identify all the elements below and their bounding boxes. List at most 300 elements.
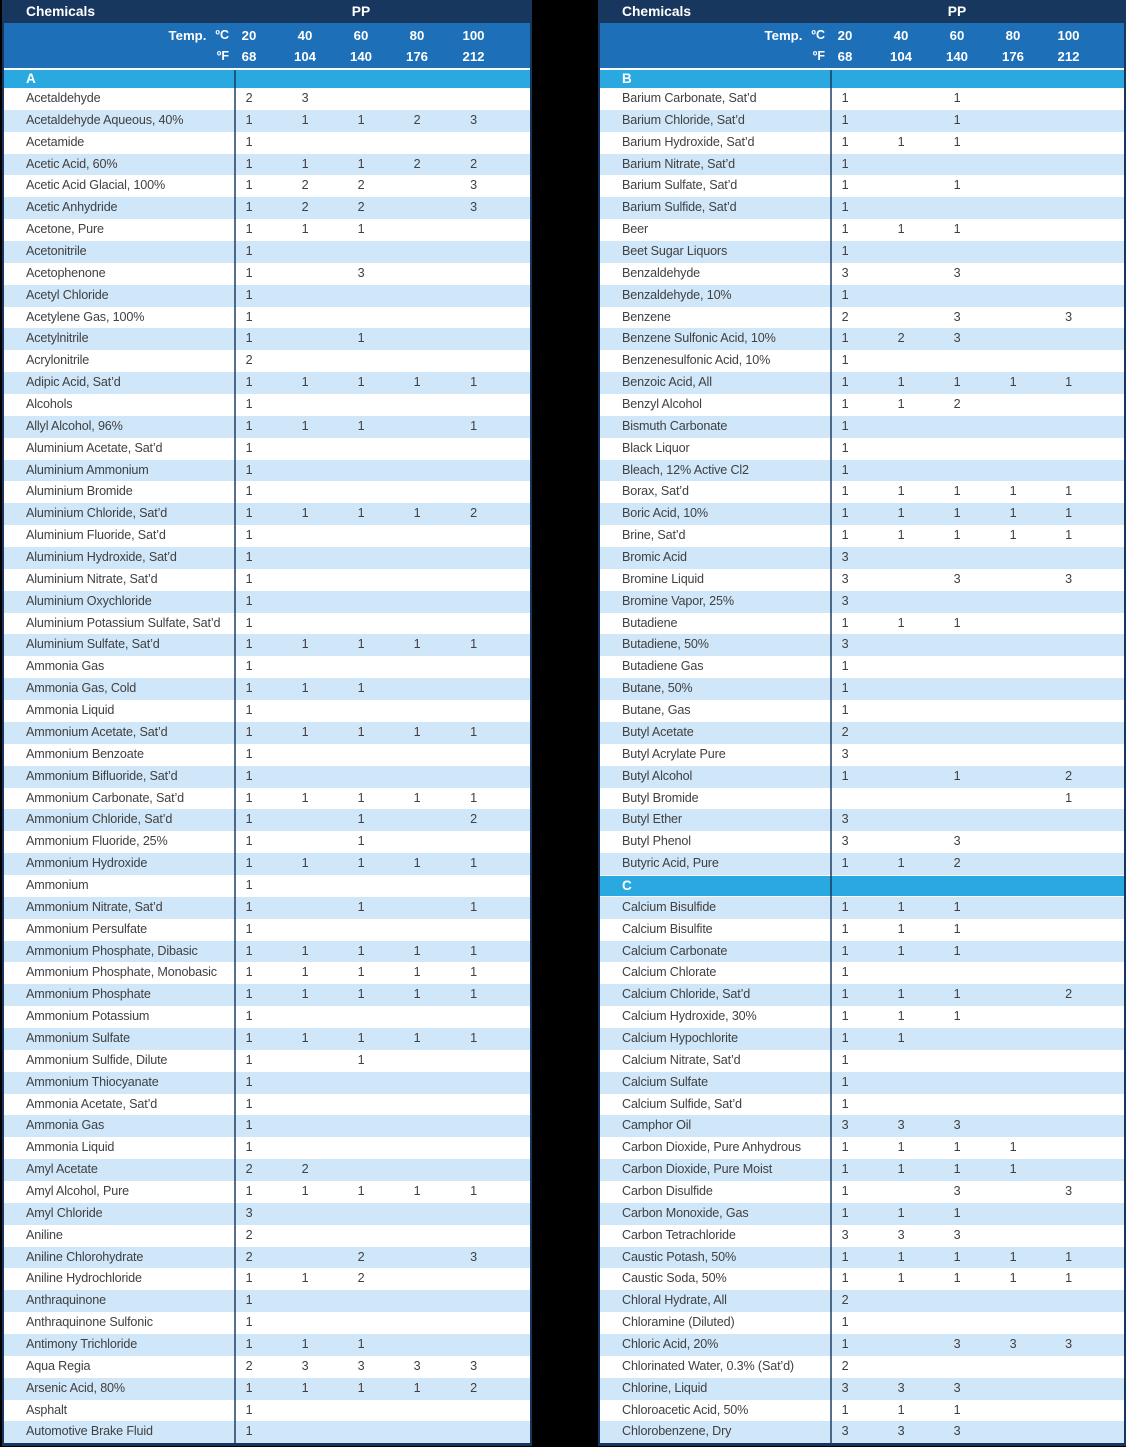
rating-cell [998, 241, 1054, 263]
rating-cell: 1 [245, 1271, 253, 1286]
celsius-value: 100 [1057, 28, 1080, 43]
rating-cell: 1 [897, 899, 905, 914]
rating-cell: 1 [841, 615, 849, 630]
rating-cell [402, 416, 458, 438]
table-row [4, 1356, 530, 1378]
rating-cell [942, 416, 998, 438]
rating-cell: 1 [953, 921, 961, 936]
table-row [4, 656, 530, 678]
fahrenheit-value: 140 [349, 49, 372, 64]
rating-cell [1054, 853, 1124, 875]
rating-cell: 3 [301, 1358, 309, 1373]
rating-cell: 1 [897, 1402, 905, 1417]
rating-cell [1054, 831, 1124, 853]
rating-cell [998, 547, 1054, 569]
rating-cell: 1 [841, 921, 849, 936]
rating-cell: 3 [953, 571, 961, 586]
rating-cell [290, 1312, 346, 1334]
table-row [4, 1094, 530, 1116]
rating-cell [290, 1072, 346, 1094]
table-row [600, 1225, 1124, 1247]
rating-cell: 1 [841, 287, 849, 302]
rating-cell: 1 [953, 112, 961, 127]
celsius-value: 80 [409, 28, 425, 43]
chemical-name: Calcium Bisulfide [622, 899, 717, 914]
table-row [600, 1290, 1124, 1312]
rating-cell [402, 438, 458, 460]
rating-cell: 1 [413, 965, 421, 980]
chemical-name: Asphalt [26, 1402, 67, 1417]
rating-cell [346, 88, 402, 110]
rating-cell: 1 [841, 244, 849, 259]
rating-cell: 3 [245, 1205, 253, 1220]
chemical-name: Aluminium Hydroxide, Sat’d [26, 550, 177, 565]
rating-cell: 1 [897, 1140, 905, 1155]
table-row [4, 394, 530, 416]
rating-cell [290, 613, 346, 635]
rating-cell [402, 766, 458, 788]
table-row [600, 1378, 1124, 1400]
rating-cell [942, 460, 998, 482]
chemical-name: Benzoic Acid, All [622, 375, 712, 390]
table-gap [532, 0, 598, 1446]
rating-cell [886, 416, 942, 438]
rating-cell [290, 132, 346, 154]
chemical-name: Aniline Chlorohydrate [26, 1249, 144, 1264]
rating-cell: 2 [245, 1358, 253, 1373]
rating-cell [402, 1115, 458, 1137]
rating-cell [1054, 1290, 1124, 1312]
table-row [600, 678, 1124, 700]
chemical-name: Chlorinated Water, 0.3% (Sat’d) [622, 1358, 794, 1373]
rating-cell: 1 [841, 418, 849, 433]
table-row [600, 547, 1124, 569]
rating-cell [458, 875, 530, 897]
table-row [4, 591, 530, 613]
rating-cell [290, 700, 346, 722]
fahrenheit-value: 176 [1001, 49, 1024, 64]
table-row [4, 1290, 530, 1312]
rating-cell: 1 [301, 856, 309, 871]
chemical-name: Acetylnitrile [26, 331, 89, 346]
rating-cell [998, 613, 1054, 635]
rating-cell [458, 766, 530, 788]
table-row [600, 241, 1124, 263]
rating-cell: 1 [841, 178, 849, 193]
rating-cell [402, 175, 458, 197]
chemical-name: Aluminium Oxychloride [26, 593, 152, 608]
chemical-name: Ammonia Liquid [26, 1140, 115, 1155]
fahrenheit-label: ºF [216, 49, 229, 63]
rating-cell: 1 [301, 506, 309, 521]
chemical-name: Chloric Acid, 20% [622, 1336, 719, 1351]
rating-cell: 3 [953, 834, 961, 849]
rating-cell: 1 [245, 1424, 253, 1439]
chemical-name: Acetaldehyde Aqueous, 40% [26, 112, 184, 127]
temperature-header [600, 23, 1124, 68]
temp-label: Temp. [764, 28, 803, 43]
rating-cell [886, 197, 942, 219]
rating-cell: 1 [245, 418, 253, 433]
rating-cell [290, 547, 346, 569]
rating-cell [998, 154, 1054, 176]
rating-cell: 1 [357, 681, 365, 696]
rating-cell [886, 1356, 942, 1378]
chemical-name: Butyric Acid, Pure [622, 856, 719, 871]
rating-cell [402, 547, 458, 569]
rating-cell: 1 [1065, 506, 1072, 521]
rating-cell [402, 1072, 458, 1094]
rating-cell [998, 263, 1054, 285]
table-row [600, 700, 1124, 722]
rating-cell: 1 [245, 309, 253, 324]
table-row [4, 525, 530, 547]
rating-cell [458, 1094, 530, 1116]
table-row [4, 1203, 530, 1225]
rating-cell: 3 [841, 550, 849, 565]
chemical-name: Aluminium Bromide [26, 484, 133, 499]
chemical-name: Butadiene, 50% [622, 637, 709, 652]
rating-cell: 1 [1009, 1140, 1017, 1155]
chemical-name: Bleach, 12% Active Cl2 [622, 462, 749, 477]
rating-cell [886, 1181, 942, 1203]
rating-cell [1054, 1356, 1124, 1378]
rating-cell: 3 [413, 1358, 421, 1373]
rating-cell: 1 [841, 1052, 849, 1067]
rating-cell: 1 [897, 397, 905, 412]
rating-cell [402, 307, 458, 329]
rating-cell [346, 1203, 402, 1225]
table-row [600, 766, 1124, 788]
table-body [4, 70, 530, 1443]
rating-cell: 2 [470, 1380, 477, 1395]
rating-cell: 1 [841, 397, 849, 412]
table-row [4, 1268, 530, 1290]
rating-cell [1054, 744, 1124, 766]
table-row [4, 722, 530, 744]
chemical-name: Barium Sulfate, Sat’d [622, 178, 738, 193]
table-row [600, 416, 1124, 438]
chemical-name: Benzyl Alcohol [622, 397, 702, 412]
rating-cell: 1 [841, 528, 849, 543]
rating-cell [998, 1028, 1054, 1050]
rating-cell [458, 831, 530, 853]
rating-cell [998, 722, 1054, 744]
rating-cell: 1 [897, 506, 905, 521]
celsius-value: 80 [1005, 28, 1021, 43]
rating-cell: 3 [953, 1380, 961, 1395]
rating-cell: 2 [357, 200, 365, 215]
rating-cell [346, 1225, 402, 1247]
rating-cell: 1 [897, 1162, 905, 1177]
rating-cell: 1 [357, 965, 365, 980]
rating-cell [402, 1006, 458, 1028]
table-row [600, 285, 1124, 307]
table-row [4, 941, 530, 963]
rating-cell [1054, 1072, 1124, 1094]
rating-cell: 1 [245, 987, 253, 1002]
rating-cell [290, 1290, 346, 1312]
rating-cell [290, 1050, 346, 1072]
rating-cell [998, 219, 1054, 241]
rating-cell: 2 [470, 506, 477, 521]
chemical-name: Barium Hydroxide, Sat’d [622, 134, 755, 149]
rating-cell [402, 525, 458, 547]
rating-cell: 1 [841, 1030, 849, 1045]
rating-cell: 1 [357, 943, 365, 958]
rating-cell [402, 1268, 458, 1290]
rating-cell [458, 328, 530, 350]
rating-cell: 1 [245, 724, 253, 739]
table-row [600, 1247, 1124, 1269]
chemical-name: Carbon Disulfide [622, 1183, 713, 1198]
rating-cell: 1 [470, 637, 477, 652]
chemical-name: Butyl Acetate [622, 724, 694, 739]
rating-cell [458, 700, 530, 722]
rating-cell [402, 394, 458, 416]
table-row [600, 1028, 1124, 1050]
rating-cell: 1 [1065, 484, 1072, 499]
rating-cell [1054, 809, 1124, 831]
table-row [4, 700, 530, 722]
table-row [4, 853, 530, 875]
table-row [600, 88, 1124, 110]
rating-cell: 3 [953, 1336, 961, 1351]
rating-cell: 2 [245, 1162, 253, 1177]
chemical-name: Amyl Chloride [26, 1205, 103, 1220]
chemical-name: Calcium Bisulfite [622, 921, 713, 936]
rating-cell [402, 656, 458, 678]
chemical-name: Amyl Acetate [26, 1162, 98, 1177]
rating-cell [402, 809, 458, 831]
rating-cell: 1 [841, 659, 849, 674]
rating-cell [1054, 700, 1124, 722]
rating-cell [886, 285, 942, 307]
chemical-name: Aluminium Potassium Sulfate, Sat’d [26, 615, 221, 630]
rating-cell: 3 [841, 812, 849, 827]
rating-cell: 1 [413, 637, 421, 652]
rating-cell [886, 700, 942, 722]
table-row [600, 1181, 1124, 1203]
chemical-name: Carbon Tetrachloride [622, 1227, 736, 1242]
rating-cell: 1 [841, 1315, 849, 1330]
rating-cell [998, 1421, 1054, 1443]
rating-cell: 3 [1009, 1336, 1017, 1351]
table-row [600, 1072, 1124, 1094]
rating-cell [290, 569, 346, 591]
celsius-value: 40 [297, 28, 313, 43]
chemical-name: Benzene [622, 309, 671, 324]
rating-cell: 1 [841, 943, 849, 958]
rating-cell [998, 110, 1054, 132]
table-body [600, 70, 1124, 1443]
rating-cell: 2 [1065, 987, 1072, 1002]
table-row [4, 219, 530, 241]
rating-cell: 1 [470, 1183, 477, 1198]
rating-cell [402, 132, 458, 154]
table-row [4, 481, 530, 503]
rating-cell [1054, 656, 1124, 678]
rating-cell [290, 1006, 346, 1028]
chemical-name: Aniline Hydrochloride [26, 1271, 142, 1286]
fahrenheit-label: ºF [812, 49, 825, 63]
fahrenheit-value: 176 [405, 49, 428, 64]
rating-cell: 1 [245, 156, 253, 171]
temp-label: Temp. [168, 28, 207, 43]
rating-cell: 3 [841, 746, 849, 761]
rating-cell [346, 394, 402, 416]
rating-cell [402, 1334, 458, 1356]
rating-cell: 1 [841, 331, 849, 346]
rating-cell [886, 547, 942, 569]
table-row [4, 88, 530, 110]
rating-cell [886, 110, 942, 132]
rating-cell: 1 [301, 943, 309, 958]
rating-cell [290, 241, 346, 263]
rating-cell: 2 [245, 1249, 253, 1264]
rating-cell [998, 919, 1054, 941]
rating-cell: 3 [897, 1118, 905, 1133]
rating-cell [942, 547, 998, 569]
chemical-name: Ammonium Thiocyanate [26, 1074, 159, 1089]
rating-cell: 1 [301, 222, 309, 237]
rating-cell [998, 132, 1054, 154]
chemical-name: Beer [622, 222, 649, 237]
rating-cell [942, 1028, 998, 1050]
rating-cell [998, 1225, 1054, 1247]
rating-cell: 1 [245, 1402, 253, 1417]
table-row [4, 744, 530, 766]
rating-cell [998, 1356, 1054, 1378]
rating-cell [402, 591, 458, 613]
rating-cell [1054, 1115, 1124, 1137]
chemical-name: Ammonium Phosphate, Dibasic [26, 943, 198, 958]
chemical-name: Ammonium Persulfate [26, 921, 148, 936]
rating-cell: 1 [245, 397, 253, 412]
rating-cell: 1 [357, 724, 365, 739]
rating-cell: 2 [413, 112, 421, 127]
rating-cell [998, 285, 1054, 307]
chemical-name: Butyl Phenol [622, 834, 691, 849]
rating-cell: 1 [357, 790, 365, 805]
rating-cell: 1 [245, 790, 253, 805]
rating-cell: 1 [301, 965, 309, 980]
rating-cell: 1 [357, 899, 365, 914]
chemical-name: Ammonium Fluoride, 25% [26, 834, 168, 849]
rating-cell: 1 [357, 1183, 365, 1198]
rating-cell: 3 [841, 593, 849, 608]
table-row [4, 1072, 530, 1094]
rating-cell [998, 831, 1054, 853]
chem-table-left [2, 0, 532, 1446]
rating-cell: 3 [841, 1424, 849, 1439]
rating-cell [942, 1050, 998, 1072]
rating-cell [402, 460, 458, 482]
celsius-row [4, 25, 530, 46]
table-row [600, 569, 1124, 591]
table-row [600, 263, 1124, 285]
table-row [4, 110, 530, 132]
table-row [4, 1400, 530, 1422]
rating-cell: 1 [470, 899, 477, 914]
chemical-name: Acetic Acid, 60% [26, 156, 118, 171]
chemical-name: Bismuth Carbonate [622, 418, 728, 433]
fahrenheit-value: 212 [462, 49, 485, 64]
rating-cell [1054, 722, 1124, 744]
rating-cell [942, 678, 998, 700]
table-row [600, 1421, 1124, 1443]
rating-cell [998, 809, 1054, 831]
rating-cell: 2 [245, 91, 253, 105]
rating-cell: 1 [245, 1336, 253, 1351]
rating-cell: 1 [841, 156, 849, 171]
rating-cell [346, 875, 402, 897]
rating-cell [998, 656, 1054, 678]
rating-cell: 1 [245, 921, 253, 936]
chemical-name: Ammonia Gas, Cold [26, 681, 137, 696]
rating-cell [1054, 1225, 1124, 1247]
chemical-name: Barium Sulfide, Sat’d [622, 200, 737, 215]
table-row [600, 722, 1124, 744]
rating-cell [458, 1421, 530, 1443]
rating-cell [1054, 154, 1124, 176]
rating-cell [1054, 591, 1124, 613]
chemical-name: Aluminium Fluoride, Sat’d [26, 528, 166, 543]
rating-cell [886, 1072, 942, 1094]
rating-cell: 1 [1065, 375, 1072, 390]
rating-cell [458, 744, 530, 766]
table-row [600, 1137, 1124, 1159]
rating-cell [458, 88, 530, 110]
rating-cell [290, 263, 346, 285]
rating-cell: 1 [841, 112, 849, 127]
rating-cell [942, 809, 998, 831]
rating-cell [942, 1356, 998, 1378]
table-row [4, 154, 530, 176]
rating-cell [1054, 1421, 1124, 1443]
rating-cell: 1 [245, 440, 253, 455]
rating-cell: 1 [245, 1118, 253, 1133]
rating-cell [458, 1137, 530, 1159]
rating-cell [998, 853, 1054, 875]
rating-cell [458, 1400, 530, 1422]
rating-cell [998, 744, 1054, 766]
rating-cell: 1 [841, 134, 849, 149]
rating-cell [998, 941, 1054, 963]
rating-cell: 1 [953, 91, 961, 105]
rating-cell [886, 241, 942, 263]
rating-cell [886, 766, 942, 788]
celsius-value: 20 [241, 28, 257, 43]
rating-cell [346, 438, 402, 460]
rating-cell [998, 1115, 1054, 1137]
rating-cell: 1 [301, 724, 309, 739]
rating-cell: 1 [245, 265, 253, 280]
chemical-name: Chlorobenzene, Dry [622, 1424, 732, 1439]
rating-cell [886, 154, 942, 176]
table-row [4, 175, 530, 197]
rating-cell: 1 [897, 1249, 905, 1264]
rating-cell [458, 525, 530, 547]
fahrenheit-value: 104 [889, 49, 912, 64]
table-row [4, 788, 530, 810]
rating-cell [290, 350, 346, 372]
rating-cell [886, 591, 942, 613]
chemical-name: Butane, Gas [622, 703, 691, 718]
table-row [4, 766, 530, 788]
rating-cell [346, 1094, 402, 1116]
rating-cell [346, 1400, 402, 1422]
